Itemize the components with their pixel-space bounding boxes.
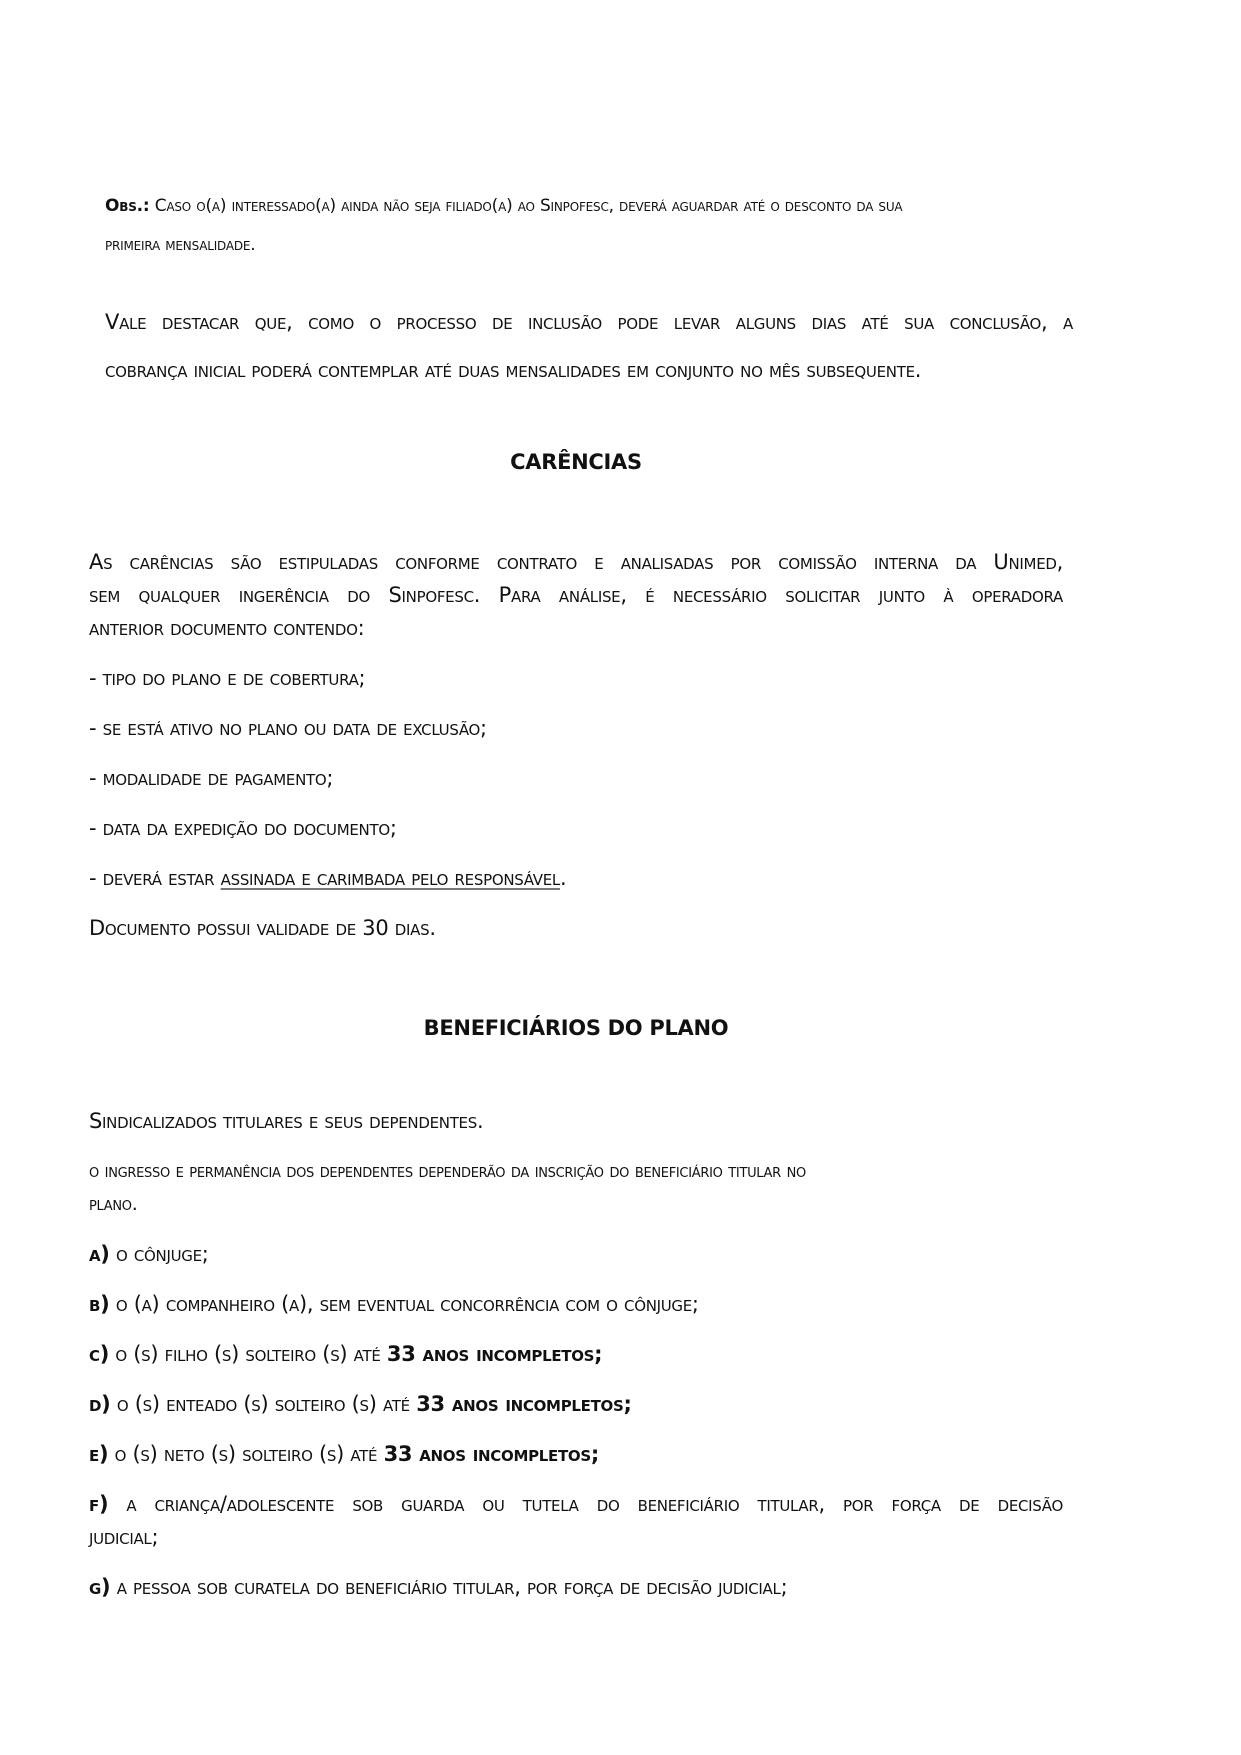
carencias-para-line-1: As carências são estipuladas conforme contrato e analisadas por comissão interna da Unimed, — [89, 550, 1063, 574]
intro-line-1: Vale destacar que, como o processo de inclusão pode levar alguns dias até sua conclusão, a — [105, 310, 1073, 334]
item-letter: c) — [89, 1342, 110, 1366]
item-letter: a) — [89, 1242, 110, 1266]
obs-text: Caso o(a) interessado(a) ainda não seja filiado(a) ao Sinpofesc, deverá aguardar até o desconto da sua — [149, 196, 903, 216]
beneficiarios-intro: Sindicalizados titulares e seus dependentes. — [89, 1109, 484, 1133]
item-text: a pessoa sob curatela do beneficiário titular, por força de decisão judicial; — [110, 1575, 788, 1599]
obs-note-line-1 — [105, 196, 902, 216]
beneficiarios-note-line-1: o ingresso e permanência dos dependentes dependerão da inscrição do beneficiário titular no — [89, 1160, 806, 1182]
obs-label: Obs.: — [105, 196, 150, 216]
beneficiario-item-e — [89, 1442, 599, 1466]
item-text: o (s) enteado (s) solteiro (s) até — [110, 1392, 417, 1416]
item-letter: e) — [89, 1442, 109, 1466]
section-heading-carencias: CARÊNCIAS — [510, 450, 642, 474]
beneficiario-item-b — [89, 1292, 699, 1316]
section-heading-beneficiarios: BENEFICIÁRIOS DO PLANO — [423, 1016, 729, 1040]
item-text: o (a) companheiro (a), sem eventual concorrência com o cônjuge; — [109, 1292, 699, 1316]
beneficiario-item-c — [89, 1342, 602, 1366]
carencias-item: - data da expedição do documento; — [89, 816, 397, 840]
beneficiario-item-f-line-1 — [89, 1492, 1063, 1516]
item-text: o cônjuge; — [109, 1242, 209, 1266]
carencias-item: - se está ativo no plano ou data de exclusão; — [89, 716, 487, 740]
beneficiarios-note-line-2: plano. — [89, 1193, 138, 1215]
item-age-limit: 33 anos incompletos; — [416, 1392, 632, 1416]
item-text: o (s) neto (s) solteiro (s) até — [108, 1442, 384, 1466]
item-letter: g) — [89, 1575, 111, 1599]
carencias-item: - modalidade de pagamento; — [89, 766, 334, 790]
item-letter: f) — [89, 1492, 109, 1516]
item-letter: b) — [89, 1292, 110, 1316]
item-age-limit: 33 anos incompletos; — [386, 1342, 603, 1366]
carencias-validity: Documento possui validade de 30 dias. — [89, 916, 436, 940]
carencias-item-signature — [89, 866, 566, 890]
carencias-item: - tipo do plano e de cobertura; — [89, 666, 366, 690]
carencias-para-line-2: sem qualquer ingerência do Sinpofesc. Para análise, é necessário solicitar junto à operadora — [89, 583, 1063, 607]
item-letter: d) — [89, 1392, 111, 1416]
beneficiario-item-g — [89, 1575, 787, 1599]
item-text: o (s) filho (s) solteiro (s) até — [109, 1342, 387, 1366]
intro-line-2: cobrança inicial poderá contemplar até duas mensalidades em conjunto no mês subsequente. — [105, 358, 922, 382]
beneficiario-item-a — [89, 1242, 209, 1266]
obs-note-line-2: primeira mensalidade. — [105, 235, 256, 255]
item-age-limit: 33 anos incompletos; — [383, 1442, 599, 1466]
signature-underlined: assinada e carimbada pelo responsável — [220, 866, 560, 890]
beneficiario-item-f-line-2: judicial; — [89, 1525, 159, 1549]
signature-suffix: . — [559, 866, 567, 890]
item-text: a criança/adolescente sob guarda ou tutela do beneficiário titular, por força de decisão — [108, 1492, 1063, 1516]
beneficiario-item-d — [89, 1392, 632, 1416]
carencias-para-line-3: anterior documento contendo: — [89, 616, 365, 640]
signature-prefix: - deverá estar — [89, 866, 221, 890]
